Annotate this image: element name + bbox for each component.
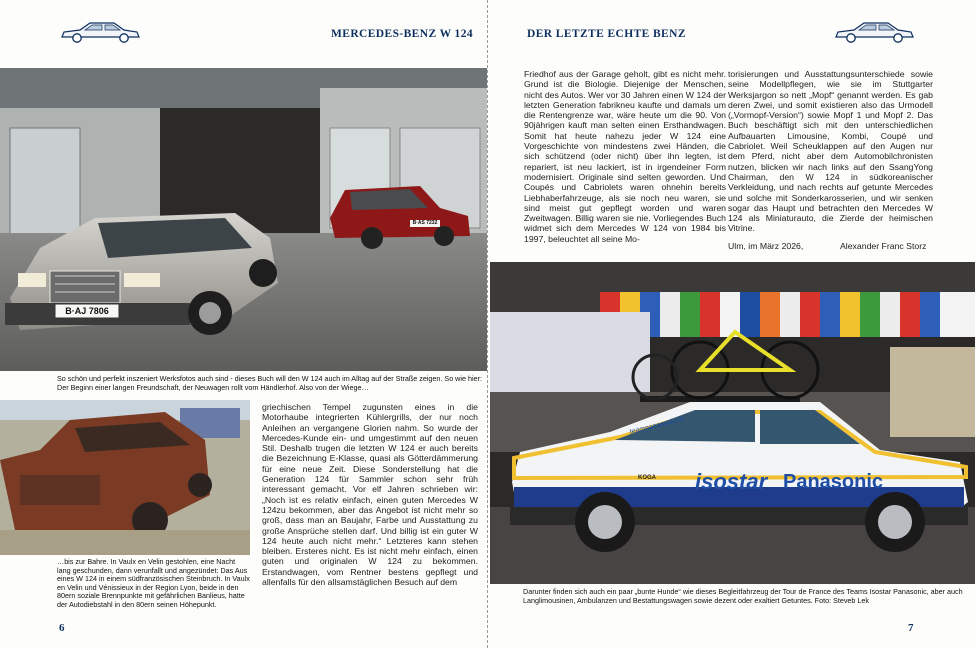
- livery-koga: KOGA: [638, 475, 656, 481]
- running-head: MERCEDES-BENZ W 124: [331, 28, 474, 40]
- livery-isostar: isostar: [695, 469, 768, 494]
- body-text-col2: torisierungen und Ausstattungsunterschiede sowie seine Modellpflegen, wie sie im Stuttgarter Werksjargon so nett „Mopf“ genannt werden. Es gab deren Zwei, und somit existieren also das Urmodell („Vormopf-Version“) sowie Mopf 1 und Mopf 2. Das Buch beschäftigt sich mit den unterschiedlichen Aufbauarten Limousine, Kombi, Coupé und Cabriolet. Weil Scheuklappen auf den Augen nur dem Pferd, nicht aber dem Automobilchronisten nutzen, blicken wir nach links auf den SsangYong Chairman, den W 124 in südkoreanischer Verkleidung, und nach rechts auf getunte Mercedes und solche mit Sonderkarosserien, und wir senken sogar das Haupt und betrachten den Mercedes W 124 als Miniaturauto, die Zierde der heimischen Vitrine.: [728, 69, 933, 234]
- page-number-right: 7: [908, 622, 914, 634]
- car-logo-icon: [58, 18, 142, 46]
- caption-right: Darunter finden sich auch ein paar „bunte Hunde“ wie dieses Begleitfahrzeug der Tour de France des Teams Isostar Panasonic, aber auch Langlimousinen, Ambulanzen und Bestattungswagen sowie dezent oder exaltiert Getuntes. Foto: Steveb Lek: [523, 587, 963, 605]
- right-page: [488, 0, 975, 648]
- caption-top: So schön und perfekt inszeniert Werksfotos auch sind - dieses Buch will den W 124 auch im Alltag auf der Straße zeigen. So wie hier: Der Beginn einer langen Freundschaft, der Neuwagen rollt vom Händlerhof. Also von der Wiege…: [57, 374, 482, 392]
- license-plate-red-car: B·AS 7232: [412, 220, 438, 226]
- livery-site: teampanasonic.nl: [629, 415, 685, 436]
- signature-name: Alexander Franc Storz: [840, 241, 927, 251]
- burned-car-photo: [0, 400, 250, 555]
- page-number-left: 6: [59, 622, 65, 634]
- body-text-left: griechischen Tempel zugunsten eines in die Motorhaube integrierten Kühlergrills, der nur noch Anleihen an vergangene Glorien nahm. So wurde der Mercedes-Kunde ein- und umgestimmt auf den neuen Stil. Deshalb trugen die letzten W 124 er auch bereits die Bezeichnung E-Klasse, quasi als Götterdämmerung für eine neue Zeit. Diese Sonderstellung hat die Generation 124 für Sammler schon sehr früh interessant gemacht. Vor elf Jahren schrieben wir: „Noch ist es relativ einfach, einen guten Mercedes W 124zu bekommen, aber das Angebot ist nicht mehr so groß, dass man an Baujahr, Farbe und Ausstattung zu große Ansprüche stellen darf. Und billig ist ein guter W 124 heute auch nicht mehr.“ Letzteres kann stehen bleiben. Ersteres nicht. Es ist nicht mehr einfach, einen guten und originalen W 124 zu bekommen. Erstandwagen, vom Rentner bestens gepflegt und allenfalls für den allsamstäglichen Besuch auf dem: [262, 402, 478, 588]
- running-head: DER LETZTE ECHTE BENZ: [527, 28, 686, 40]
- dealership-photo: [0, 68, 487, 371]
- license-plate-front: B·AJ 7806: [65, 306, 109, 316]
- car-logo-icon: [832, 18, 916, 46]
- livery-panasonic: Panasonic: [783, 471, 884, 493]
- left-page: [0, 0, 487, 648]
- team-car-photo: [490, 262, 975, 584]
- body-text-col1: Friedhof aus der Garage geholt, gibt es nicht mehr. Grund ist die Biologie. Diejenige der Menschen, nicht des Autos. Wer vor 30 Jahren einen W 124 der letzten Generation fabrikneu kaufte und damals um die Rentengrenze war, wäre heute um die 90. Von 90jährigen kauft man selten einen Ersthandwagen. Somit hat heute nahezu jeder W 124 eine Vorgeschichte von mindestens zwei Händen, die sich schützend (oder nicht) über ihn legten, ist repariert, ist neu lackiert, ist in irgendeiner Form modernisiert. Originale sind selten geworden. Und Coupés und Cabriolets waren ohnehin bereits Liebhaberfahrzeuge, als sie noch neu waren, sie sind meist gut gepflegt worden und waren Zweitwagen. Billig waren sie nie. Vorliegendes Buch widmet sich dem Mercedes W 124 von 1984 bis 1997, beleuchtet all seine Mo-: [524, 69, 726, 244]
- caption-bottom: …bis zur Bahre. In Vaulx en Velin gestohlen, eine Nacht lang geschunden, dann verunfallt und angezündet: Das Aus eines W 124 in einem südfranzösischen Steinbruch. In Vaulx en Velin und Vénissieux in der Region Lyon, beide in den 80ern soziale Brennpunkte mit gefährlichen Banlieus, hatte der Autodiebstahl in den 80ern seinen Höhepunkt.: [57, 557, 250, 609]
- signature-place: Ulm, im März 2026,: [728, 241, 804, 251]
